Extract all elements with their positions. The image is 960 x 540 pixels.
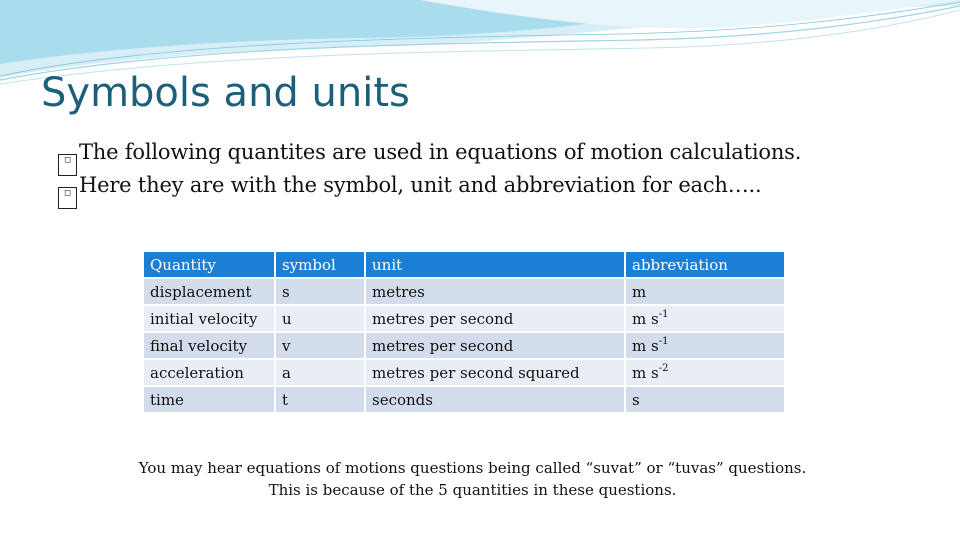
- cell-quantity: initial velocity: [143, 305, 275, 332]
- bullet-item: [58, 173, 801, 206]
- cell-quantity: final velocity: [143, 332, 275, 359]
- cell-abbreviation: [625, 278, 785, 305]
- table-row: [143, 278, 785, 305]
- cell-quantity: acceleration: [143, 359, 275, 386]
- bullet-item: [58, 140, 801, 173]
- cell-unit: seconds: [365, 386, 625, 413]
- abbr-exponent: -1: [658, 308, 669, 320]
- abbr-base: s: [632, 390, 640, 409]
- header-unit: unit: [365, 251, 625, 278]
- cell-unit: metres per second: [365, 305, 625, 332]
- cell-unit: metres per second: [365, 332, 625, 359]
- footnote-line: You may hear equations of motions questions being called “suvat” or “tuvas” questions.: [138, 459, 807, 477]
- abbr-base: m s: [632, 336, 659, 355]
- table-row: [143, 305, 785, 332]
- bullet-list: [58, 140, 801, 206]
- table-row: [143, 332, 785, 359]
- slide-title: Symbols and units: [41, 70, 410, 116]
- cell-abbreviation: [625, 332, 785, 359]
- cell-unit: metres: [365, 278, 625, 305]
- footnote: [0, 457, 945, 501]
- quantities-table: [142, 250, 786, 414]
- cell-unit: metres per second squared: [365, 359, 625, 386]
- header-symbol: symbol: [275, 251, 365, 278]
- cell-symbol: a: [275, 359, 365, 386]
- cell-quantity: time: [143, 386, 275, 413]
- abbr-exponent: -2: [658, 362, 669, 374]
- missing-glyph-icon: □: [58, 187, 77, 209]
- footnote-line: This is because of the 5 quantities in these questions.: [268, 481, 677, 499]
- table-header-row: [143, 251, 785, 278]
- cell-abbreviation: [625, 386, 785, 413]
- cell-abbreviation: [625, 359, 785, 386]
- cell-symbol: u: [275, 305, 365, 332]
- cell-abbreviation: [625, 305, 785, 332]
- cell-symbol: s: [275, 278, 365, 305]
- abbr-base: m s: [632, 363, 659, 382]
- abbr-exponent: -1: [658, 335, 669, 347]
- missing-glyph-icon: □: [58, 154, 77, 176]
- abbr-base: m s: [632, 309, 659, 328]
- cell-quantity: displacement: [143, 278, 275, 305]
- cell-symbol: t: [275, 386, 365, 413]
- header-quantity: Quantity: [143, 251, 275, 278]
- cell-symbol: v: [275, 332, 365, 359]
- bullet-text: Here they are with the symbol, unit and abbreviation for each…..: [79, 173, 762, 197]
- abbr-base: m: [632, 282, 647, 301]
- table-row: [143, 359, 785, 386]
- table-row: [143, 386, 785, 413]
- bullet-text: The following quantites are used in equations of motion calculations.: [79, 140, 802, 164]
- header-abbreviation: abbreviation: [625, 251, 785, 278]
